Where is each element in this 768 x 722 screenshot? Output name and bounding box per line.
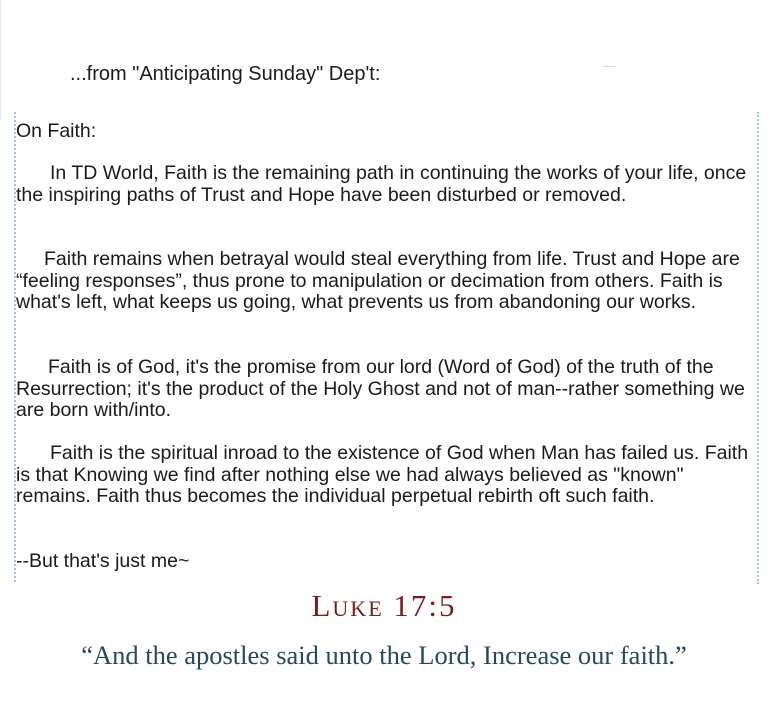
essay-signoff: --But that's just me~ bbox=[16, 550, 190, 572]
essay-paragraph-2: Faith remains when betrayal would steal everything from life. Trust and Hope are “feeling responses”, thus prone to manipulation or decimation from others. Faith is what's left, what keeps us going, what prevents us from abandoning our works. bbox=[16, 248, 740, 313]
essay-paragraph-4: Faith is the spiritual inroad to the existence of God when Man has failed us. Faith is that Knowing we find after nothing else we had always believed as "known" remains. Faith thus becomes the individual perpetual rebirth oft such faith. bbox=[16, 442, 749, 507]
verse-reference: Luke 17:5 bbox=[311, 588, 457, 623]
essay-heading: On Faith: bbox=[16, 120, 97, 142]
essay-paragraph-3: Faith is of God, it's the promise from our lord (Word of God) of the truth of the Resurrection; it's the product of the Holy Ghost and not of man--rather something we are born with/into. bbox=[16, 356, 745, 421]
faint-mark bbox=[603, 66, 615, 67]
verse-text: “And the apostles said unto the Lord, Increase our faith.” bbox=[81, 640, 687, 670]
page-edge-line bbox=[0, 0, 11, 120]
department-header: ...from "Anticipating Sunday" Dep't: bbox=[70, 63, 381, 85]
essay-paragraph-1: In TD World, Faith is the remaining path in continuing the works of your life, once the inspiring paths of Trust and Hope have been disturbed or removed. bbox=[16, 162, 747, 206]
text-box-right-guide bbox=[757, 112, 759, 584]
